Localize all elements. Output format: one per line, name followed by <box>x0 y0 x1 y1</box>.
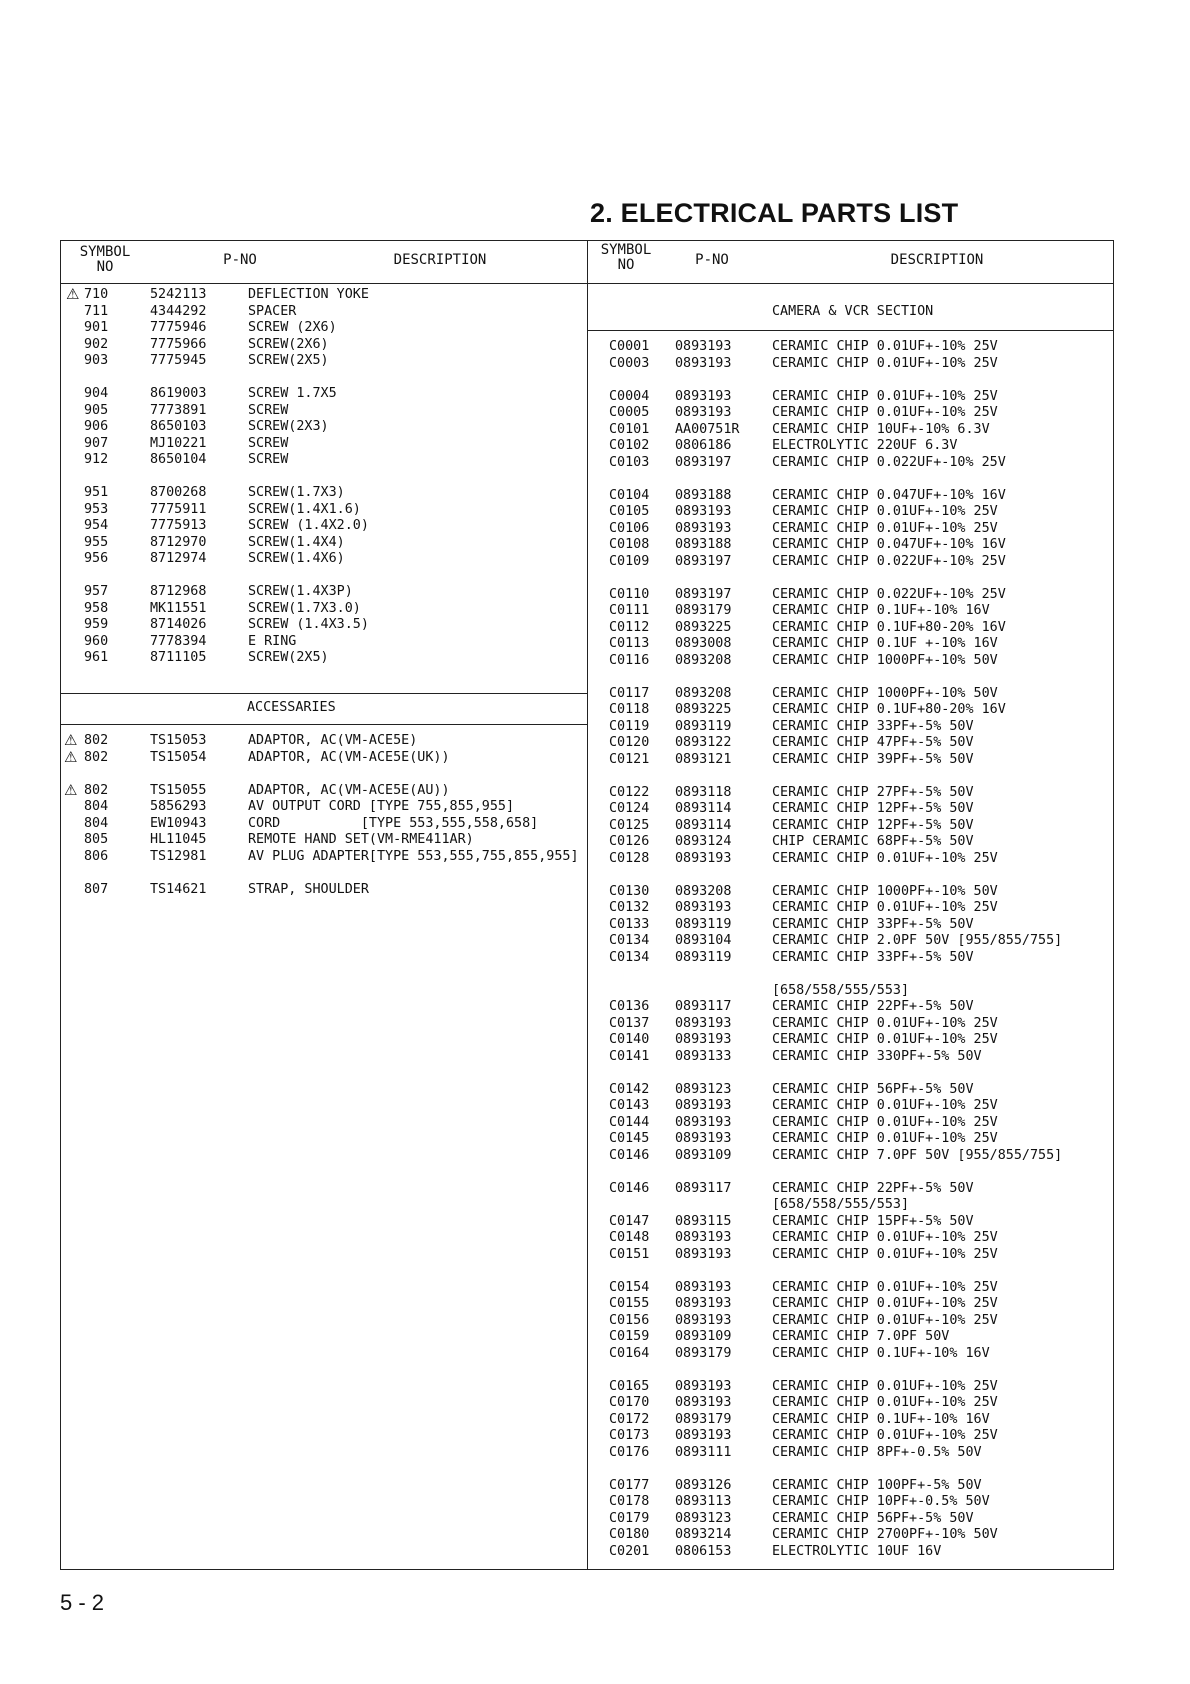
symbol-no-cell: C0111 <box>609 603 650 618</box>
part-number-cell: 0893214 <box>675 1527 732 1542</box>
part-number-cell: 0893111 <box>675 1444 732 1460</box>
description-cell: ADAPTOR, AC(VM-ACE5E(UK)) <box>248 749 450 765</box>
part-number-cell: 0893193 <box>675 1378 732 1394</box>
description-cell: SPACER <box>248 303 297 319</box>
part-number-cell: 8712968 <box>150 584 207 599</box>
symbol-no-cell: 961 <box>84 650 109 665</box>
part-number-cell: 0893208 <box>675 883 732 899</box>
symbol-no-cell: C0173 <box>609 1428 650 1443</box>
symbol-no-cell: C0159 <box>609 1329 650 1344</box>
part-number-cell: 0893179 <box>675 1345 732 1361</box>
description-cell: CERAMIC CHIP 0.01UF+-10% 25V <box>772 388 998 404</box>
description-cell: SCREW <box>248 435 289 451</box>
symbol-no-cell: C0112 <box>609 619 650 635</box>
part-number-cell: 0893193 <box>675 1015 732 1031</box>
symbol-no-cell: 807 <box>84 881 109 897</box>
symbol-no-cell: C0133 <box>609 916 650 932</box>
part-number-cell: 4344292 <box>150 303 207 319</box>
symbol-no-cell: C0180 <box>609 1527 650 1542</box>
part-number-cell: 0893109 <box>675 1147 732 1163</box>
description-cell: SCREW 1.7X5 <box>248 386 337 401</box>
part-number-cell: 0893193 <box>675 1032 732 1047</box>
section-rule <box>61 693 587 694</box>
description-cell: CERAMIC CHIP 0.1UF +-10% 16V <box>772 636 998 651</box>
description-cell: CERAMIC CHIP 0.01UF+-10% 25V <box>772 1098 998 1113</box>
part-number-cell: 0893197 <box>675 553 732 569</box>
description-cell: CERAMIC CHIP 0.01UF+-10% 25V <box>772 850 998 866</box>
symbol-no-cell: C0005 <box>609 405 650 420</box>
description-cell: CERAMIC CHIP 0.01UF+-10% 25V <box>772 1015 998 1031</box>
part-number-cell: 0893119 <box>675 949 732 965</box>
part-number-cell: 0893197 <box>675 586 732 602</box>
header-symbol-no: SYMBOL NO <box>79 244 131 275</box>
safety-warning-icon: ⚠ <box>64 747 78 766</box>
symbol-no-cell: 954 <box>84 518 109 533</box>
part-number-cell: 0893193 <box>675 504 732 519</box>
part-number-cell: TS15055 <box>150 782 207 798</box>
symbol-no-cell: 904 <box>84 386 109 401</box>
symbol-no-cell: 711 <box>84 303 109 319</box>
part-number-cell: 0893193 <box>675 388 732 404</box>
description-cell: CERAMIC CHIP 0.01UF+-10% 25V <box>772 504 998 519</box>
part-number-cell: 0893119 <box>675 718 732 734</box>
part-number-cell: MK11551 <box>150 600 207 616</box>
description-cell: CERAMIC CHIP 1000PF+-10% 50V <box>772 685 998 701</box>
description-cell: CERAMIC CHIP 0.1UF+-10% 16V <box>772 603 990 618</box>
description-cell: SCREW <box>248 452 289 467</box>
description-cell: CERAMIC CHIP 0.01UF+-10% 25V <box>772 1428 998 1443</box>
description-cell: CERAMIC CHIP 0.047UF+-10% 16V <box>772 537 1006 552</box>
part-number-cell: TS15054 <box>150 749 207 765</box>
part-number-cell: 0893117 <box>675 999 732 1014</box>
description-cell: SCREW(1.7X3) <box>248 485 345 500</box>
symbol-no-cell: C0125 <box>609 817 650 833</box>
symbol-no-cell: C0103 <box>609 454 650 470</box>
part-number-cell: 0893179 <box>675 603 732 618</box>
symbol-no-cell: C0124 <box>609 801 650 816</box>
symbol-no-cell: 956 <box>84 551 109 566</box>
part-number-cell: 8714026 <box>150 617 207 632</box>
part-number-cell: 0893197 <box>675 454 732 470</box>
symbol-no-cell: C0146 <box>609 1180 650 1196</box>
part-number-cell: 7775966 <box>150 336 207 352</box>
part-number-cell: 8619003 <box>150 386 207 401</box>
symbol-no-cell: C0101 <box>609 421 650 437</box>
symbol-no-cell: 907 <box>84 435 109 451</box>
description-cell: CERAMIC CHIP 0.01UF+-10% 25V <box>772 339 998 354</box>
symbol-no-cell: C0004 <box>609 388 650 404</box>
part-number-cell: 0893133 <box>675 1048 732 1064</box>
symbol-no-cell: C0130 <box>609 883 650 899</box>
description-cell: SCREW(2X5) <box>248 353 329 368</box>
symbol-no-cell: C0121 <box>609 751 650 767</box>
part-number-cell: 0893114 <box>675 801 732 816</box>
symbol-no-cell: C0132 <box>609 900 650 915</box>
symbol-no-cell: C0118 <box>609 702 650 717</box>
symbol-no-cell: C0176 <box>609 1444 650 1460</box>
description-cell: E RING <box>248 633 297 649</box>
part-number-cell: 0893119 <box>675 916 732 932</box>
column-divider <box>587 240 588 1570</box>
description-cell: CERAMIC CHIP 12PF+-5% 50V <box>772 801 974 816</box>
part-number-cell: 0893208 <box>675 685 732 701</box>
description-cell: CERAMIC CHIP 10UF+-10% 6.3V <box>772 421 990 437</box>
description-cell: CERAMIC CHIP 7.0PF 50V <box>772 1329 950 1344</box>
description-cell: CERAMIC CHIP 56PF+-5% 50V <box>772 1081 974 1097</box>
part-number-cell: TS15053 <box>150 733 207 748</box>
page-number: 5 - 2 <box>60 1590 105 1615</box>
part-number-cell: 0806186 <box>675 438 732 453</box>
part-number-cell: 0893225 <box>675 702 732 717</box>
part-number-cell: 8712970 <box>150 534 207 550</box>
description-cell: CERAMIC CHIP 0.1UF+80-20% 16V <box>772 619 1006 635</box>
part-number-cell: 7773891 <box>150 402 207 418</box>
description-cell: SCREW (2X6) <box>248 320 337 335</box>
symbol-no-cell: C0143 <box>609 1098 650 1113</box>
part-number-cell: 5242113 <box>150 287 207 302</box>
description-cell: CERAMIC CHIP 2700PF+-10% 50V <box>772 1527 998 1542</box>
symbol-no-cell: C0141 <box>609 1048 650 1064</box>
symbol-no-cell: C0164 <box>609 1345 650 1361</box>
part-number-cell: 5856293 <box>150 799 207 814</box>
description-cell: CERAMIC CHIP 0.022UF+-10% 25V <box>772 553 1006 569</box>
part-number-cell: TS12981 <box>150 848 207 864</box>
symbol-no-cell: C0134 <box>609 949 650 965</box>
right-table-header <box>587 240 1114 284</box>
part-number-cell: 0893193 <box>675 1312 732 1328</box>
description-cell: DEFLECTION YOKE <box>248 287 369 302</box>
symbol-no-cell: C0117 <box>609 685 650 701</box>
symbol-no-cell: C0165 <box>609 1378 650 1394</box>
part-number-cell: 0893193 <box>675 1098 732 1113</box>
symbol-no-cell: 804 <box>84 799 109 814</box>
description-cell: CERAMIC CHIP 0.01UF+-10% 25V <box>772 1378 998 1394</box>
part-number-cell: 0893193 <box>675 520 732 536</box>
description-cell: ELECTROLYTIC 220UF 6.3V <box>772 438 958 453</box>
part-number-cell: 7775945 <box>150 353 207 368</box>
symbol-no-cell: C0105 <box>609 504 650 519</box>
description-cell: CERAMIC CHIP 10PF+-0.5% 50V <box>772 1494 990 1509</box>
description-cell: CERAMIC CHIP 8PF+-0.5% 50V <box>772 1444 982 1460</box>
description-cell: SCREW(1.7X3.0) <box>248 600 361 616</box>
description-cell: CERAMIC CHIP 0.01UF+-10% 25V <box>772 1114 998 1130</box>
description-cell: CERAMIC CHIP 47PF+-5% 50V <box>772 735 974 750</box>
symbol-no-cell: C0126 <box>609 834 650 849</box>
part-number-cell: 0893193 <box>675 1428 732 1443</box>
part-number-cell: 0893124 <box>675 834 732 849</box>
symbol-no-cell: 710 <box>84 287 109 302</box>
safety-warning-icon: ⚠ <box>64 780 78 799</box>
symbol-no-cell: 806 <box>84 848 109 864</box>
header-description: DESCRIPTION <box>393 252 487 268</box>
description-cell: AV PLUG ADAPTER[TYPE 553,555,755,855,955] <box>248 848 579 864</box>
description-cell: CERAMIC CHIP 0.01UF+-10% 25V <box>772 1032 998 1047</box>
part-number-cell: 0893193 <box>675 900 732 915</box>
part-number-cell: 0893193 <box>675 1131 732 1146</box>
part-number-cell: 0893188 <box>675 487 732 503</box>
description-cell: CERAMIC CHIP 7.0PF 50V [955/855/755] <box>772 1147 1063 1163</box>
description-cell: CERAMIC CHIP 0.022UF+-10% 25V <box>772 586 1006 602</box>
part-number-cell: 0893117 <box>675 1180 732 1196</box>
description-cell: SCREW(1.4X4) <box>248 534 345 550</box>
section-rule <box>588 330 1114 331</box>
description-cell: CERAMIC CHIP 33PF+-5% 50V <box>772 916 974 932</box>
part-number-cell: 0893193 <box>675 339 732 354</box>
description-cell: CERAMIC CHIP 0.01UF+-10% 25V <box>772 1296 998 1311</box>
symbol-no-cell: 960 <box>84 633 109 649</box>
symbol-no-cell: C0156 <box>609 1312 650 1328</box>
part-number-cell: 0893193 <box>675 1246 732 1262</box>
symbol-no-cell: C0128 <box>609 850 650 866</box>
symbol-no-cell: C0142 <box>609 1081 650 1097</box>
part-number-cell: 0893193 <box>675 405 732 420</box>
part-number-cell: 0893123 <box>675 1081 732 1097</box>
part-number-cell: 0893113 <box>675 1494 732 1509</box>
description-cell: CERAMIC CHIP 56PF+-5% 50V <box>772 1510 974 1526</box>
description-cell: CERAMIC CHIP 0.022UF+-10% 25V <box>772 454 1006 470</box>
symbol-no-cell: C0151 <box>609 1246 650 1262</box>
part-number-cell: 0893193 <box>675 1296 732 1311</box>
symbol-no-cell: 802 <box>84 733 109 748</box>
symbol-no-cell: C0106 <box>609 520 650 536</box>
symbol-no-cell: 805 <box>84 832 109 847</box>
description-cell: CERAMIC CHIP 0.01UF+-10% 25V <box>772 1279 998 1295</box>
left-table-header <box>60 240 588 284</box>
part-number-cell: 0893122 <box>675 735 732 750</box>
description-cell: CERAMIC CHIP 39PF+-5% 50V <box>772 751 974 767</box>
description-cell: SCREW <box>248 402 289 418</box>
part-number-cell: AA00751R <box>675 421 740 437</box>
header-p-no: P-NO <box>223 252 257 268</box>
symbol-no-cell: C0170 <box>609 1395 650 1410</box>
symbol-no-cell: C0177 <box>609 1477 650 1493</box>
safety-warning-icon: ⚠ <box>66 285 80 303</box>
description-cell: CHIP CERAMIC 68PF+-5% 50V <box>772 834 974 849</box>
description-cell: [658/558/555/553] <box>772 1197 910 1212</box>
symbol-no-cell: 902 <box>84 336 109 352</box>
symbol-no-cell: C0154 <box>609 1279 650 1295</box>
description-cell: CERAMIC CHIP 0.1UF+-10% 16V <box>772 1411 990 1427</box>
symbol-no-cell: C0155 <box>609 1296 650 1311</box>
description-cell: CERAMIC CHIP 15PF+-5% 50V <box>772 1213 974 1229</box>
part-number-cell: 8712974 <box>150 551 207 566</box>
symbol-no-cell: C0172 <box>609 1411 650 1427</box>
part-number-cell: 0806153 <box>675 1543 732 1559</box>
description-cell: CERAMIC CHIP 33PF+-5% 50V <box>772 718 974 734</box>
symbol-no-cell: C0109 <box>609 553 650 569</box>
description-cell: CERAMIC CHIP 27PF+-5% 50V <box>772 784 974 800</box>
part-number-cell: EW10943 <box>150 815 207 831</box>
part-number-cell: 7778394 <box>150 633 207 649</box>
symbol-no-cell: 959 <box>84 617 109 632</box>
part-number-cell: 0893104 <box>675 933 732 948</box>
description-cell: STRAP, SHOULDER <box>248 881 369 897</box>
part-number-cell: 7775913 <box>150 518 207 533</box>
description-cell: SCREW(2X5) <box>248 650 329 665</box>
symbol-no-cell: C0120 <box>609 735 650 750</box>
symbol-no-cell: 953 <box>84 501 109 517</box>
symbol-no-cell: C0137 <box>609 1015 650 1031</box>
symbol-no-cell: C0113 <box>609 636 650 651</box>
part-number-cell: 0893188 <box>675 537 732 552</box>
part-number-cell: 0893193 <box>675 1114 732 1130</box>
part-number-cell: 0893008 <box>675 636 732 651</box>
description-cell: REMOTE HAND SET(VM-RME411AR) <box>248 832 474 847</box>
section-rule <box>61 724 587 725</box>
description-cell: CERAMIC CHIP 0.01UF+-10% 25V <box>772 1246 998 1262</box>
part-number-cell: 0893193 <box>675 1230 732 1245</box>
description-cell: ELECTROLYTIC 10UF 16V <box>772 1543 942 1559</box>
symbol-no-cell: C0144 <box>609 1114 650 1130</box>
symbol-no-cell: 955 <box>84 534 109 550</box>
part-number-cell: MJ10221 <box>150 435 207 451</box>
part-number-cell: 0893118 <box>675 784 732 800</box>
symbol-no-cell: C0201 <box>609 1543 650 1559</box>
part-number-cell: 0893193 <box>675 1395 732 1410</box>
description-cell: ADAPTOR, AC(VM-ACE5E(AU)) <box>248 782 450 798</box>
part-number-cell: 0893193 <box>675 355 732 371</box>
symbol-no-cell: C0122 <box>609 784 650 800</box>
description-cell: CERAMIC CHIP 0.01UF+-10% 25V <box>772 520 998 536</box>
part-number-cell: 0893115 <box>675 1213 732 1229</box>
symbol-no-cell: C0134 <box>609 933 650 948</box>
part-number-cell: 8650104 <box>150 452 207 467</box>
symbol-no-cell: C0148 <box>609 1230 650 1245</box>
symbol-no-cell: 912 <box>84 452 109 467</box>
description-cell: SCREW(2X3) <box>248 419 329 434</box>
part-number-cell: 0893208 <box>675 652 732 668</box>
description-cell: SCREW (1.4X3.5) <box>248 617 369 632</box>
description-cell: CERAMIC CHIP 2.0PF 50V [955/855/755] <box>772 933 1063 948</box>
description-cell: CERAMIC CHIP 12PF+-5% 50V <box>772 817 974 833</box>
description-cell: CORD [TYPE 553,555,558,658] <box>248 815 539 831</box>
description-cell: CERAMIC CHIP 1000PF+-10% 50V <box>772 652 998 668</box>
part-number-cell: HL11045 <box>150 832 207 847</box>
description-cell: CERAMIC CHIP 0.01UF+-10% 25V <box>772 900 998 915</box>
description-cell: CERAMIC CHIP 100PF+-5% 50V <box>772 1477 982 1493</box>
part-number-cell: 7775911 <box>150 501 207 517</box>
description-cell: CERAMIC CHIP 0.01UF+-10% 25V <box>772 1312 998 1328</box>
description-cell: CERAMIC CHIP 0.1UF+80-20% 16V <box>772 702 1006 717</box>
part-number-cell: 8711105 <box>150 650 207 665</box>
part-number-cell: 7775946 <box>150 320 207 335</box>
description-cell: CERAMIC CHIP 330PF+-5% 50V <box>772 1048 982 1064</box>
symbol-no-cell: C0178 <box>609 1494 650 1509</box>
part-number-cell: 8650103 <box>150 419 207 434</box>
description-cell: ADAPTOR, AC(VM-ACE5E) <box>248 733 418 748</box>
description-cell: SCREW (1.4X2.0) <box>248 518 369 533</box>
description-cell: CERAMIC CHIP 1000PF+-10% 50V <box>772 883 998 899</box>
symbol-no-cell: 903 <box>84 353 109 368</box>
description-cell: SCREW(1.4X3P) <box>248 584 353 599</box>
description-cell: SCREW(1.4X1.6) <box>248 501 361 517</box>
symbol-no-cell: 905 <box>84 402 109 418</box>
symbol-no-cell: C0102 <box>609 438 650 453</box>
symbol-no-cell: 802 <box>84 782 109 798</box>
description-cell: [658/558/555/553] <box>772 982 910 998</box>
description-cell: CERAMIC CHIP 0.01UF+-10% 25V <box>772 355 998 371</box>
symbol-no-cell: 906 <box>84 419 109 434</box>
description-cell: SCREW(1.4X6) <box>248 551 345 566</box>
description-cell: AV OUTPUT CORD [TYPE 755,855,955] <box>248 799 515 814</box>
safety-warning-icon: ⚠ <box>64 731 78 749</box>
symbol-no-cell: C0140 <box>609 1032 650 1047</box>
header-symbol-no: SYMBOL NO <box>600 242 652 273</box>
symbol-no-cell: 957 <box>84 584 109 599</box>
symbol-no-cell: C0104 <box>609 487 650 503</box>
symbol-no-cell: C0001 <box>609 339 650 354</box>
accessories-section-label: ACCESSARIES <box>247 700 336 715</box>
symbol-no-cell: C0179 <box>609 1510 650 1526</box>
symbol-no-cell: C0145 <box>609 1131 650 1146</box>
symbol-no-cell: 901 <box>84 320 109 335</box>
symbol-no-cell: 958 <box>84 600 109 616</box>
description-cell: CERAMIC CHIP 33PF+-5% 50V <box>772 949 974 965</box>
part-number-cell: 0893179 <box>675 1411 732 1427</box>
part-number-cell: 0893193 <box>675 1279 732 1295</box>
symbol-no-cell: C0108 <box>609 537 650 552</box>
description-cell: CERAMIC CHIP 0.01UF+-10% 25V <box>772 405 998 420</box>
camera-vcr-section-label: CAMERA & VCR SECTION <box>772 304 934 319</box>
part-number-cell: 0893193 <box>675 850 732 866</box>
symbol-no-cell: C0110 <box>609 586 650 602</box>
header-description: DESCRIPTION <box>890 252 984 268</box>
symbol-no-cell: 802 <box>84 749 109 765</box>
symbol-no-cell: C0116 <box>609 652 650 668</box>
description-cell: CERAMIC CHIP 0.1UF+-10% 16V <box>772 1345 990 1361</box>
symbol-no-cell: C0136 <box>609 999 650 1014</box>
page-title: 2. ELECTRICAL PARTS LIST <box>590 198 959 228</box>
symbol-no-cell: 804 <box>84 815 109 831</box>
description-cell: CERAMIC CHIP 22PF+-5% 50V <box>772 1180 974 1196</box>
description-cell: CERAMIC CHIP 0.01UF+-10% 25V <box>772 1395 998 1410</box>
description-cell: CERAMIC CHIP 0.01UF+-10% 25V <box>772 1230 998 1245</box>
part-number-cell: 0893123 <box>675 1510 732 1526</box>
part-number-cell: 8700268 <box>150 485 207 500</box>
symbol-no-cell: C0146 <box>609 1147 650 1163</box>
description-cell: CERAMIC CHIP 22PF+-5% 50V <box>772 999 974 1014</box>
part-number-cell: 0893109 <box>675 1329 732 1344</box>
header-p-no: P-NO <box>695 252 729 268</box>
description-cell: SCREW(2X6) <box>248 336 329 352</box>
symbol-no-cell: 951 <box>84 485 109 500</box>
part-number-cell: 0893121 <box>675 751 732 767</box>
symbol-no-cell: C0147 <box>609 1213 650 1229</box>
part-number-cell: 0893114 <box>675 817 732 833</box>
symbol-no-cell: C0003 <box>609 355 650 371</box>
symbol-no-cell: C0119 <box>609 718 650 734</box>
description-cell: CERAMIC CHIP 0.047UF+-10% 16V <box>772 487 1006 503</box>
part-number-cell: 0893225 <box>675 619 732 635</box>
part-number-cell: TS14621 <box>150 881 207 897</box>
part-number-cell: 0893126 <box>675 1477 732 1493</box>
description-cell: CERAMIC CHIP 0.01UF+-10% 25V <box>772 1131 998 1146</box>
